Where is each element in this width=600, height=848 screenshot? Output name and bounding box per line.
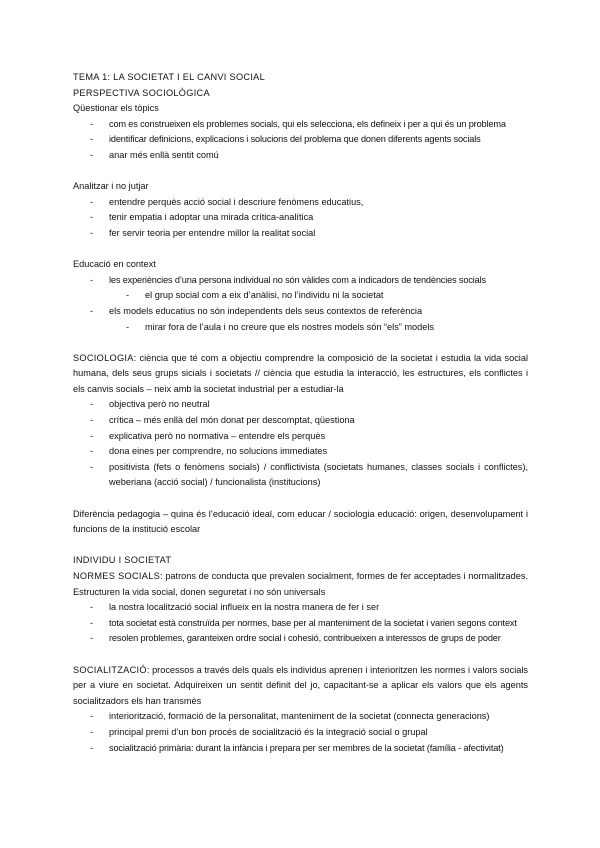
bullet-dash: - [90,134,94,145]
list-item: - tota societat està construïda per normes, base per al manteniment de la societat i varien segons context [73,616,528,632]
paragraph-diferencia: Diferència pedagogia – quina és l’educació ideal, com educar / sociologia educació: origen, desenvolupament i funcions de la institució escolar [73,508,528,535]
bullet-dash: - [90,149,94,160]
list-item: - les experiències d’una persona individual no són vàlides com a indicadors de tendències socials [73,273,528,289]
bullet-dash: - [90,602,94,613]
bullet-dash: - [90,461,94,472]
document-page [73,70,528,756]
bullet-dash: - [90,274,94,285]
section-heading-perspectiva: PERSPECTIVA SOCIOLÒGICA [73,87,210,98]
term-normes-socials: NORMES SOCIALS [73,571,161,581]
list-item: - tenir empatia i adoptar una mirada crítica-analítica [73,210,528,226]
bullet-dash: - [90,617,94,628]
bullet-dash: - [126,290,130,301]
list-item: - explicativa però no normativa – entendre els perquès [73,429,528,445]
section-heading-individu: INDIVIDU I SOCIETAT [73,555,172,566]
list-item: - crítica – més enllà del món donat per descomptat, qüestiona [73,413,528,429]
subheading-questionar: Qüestionar els tòpics [73,103,159,114]
sub-list-item: - mirar fora de l’aula i no creure que els nostres models són “els” models [73,320,528,336]
list-item: - la nostra localització social influeix en la nostra manera de fer i ser [73,600,528,616]
bullet-dash: - [90,633,94,644]
term-sociologia: SOCIOLOGIA [73,352,134,363]
list-item: - socialització primària: durant la infància i prepara per ser membres de la societat (família - afectivitat) [73,741,528,757]
bullet-dash: - [90,118,94,129]
sub-list-item: - el grup social com a eix d’anàlisi, no l’individu ni la societat [73,288,528,304]
list-item: - fer servir teoria per entendre millor la realitat social [73,226,528,242]
bullet-dash: - [90,305,94,316]
subheading-educacio: Educació en context [73,259,156,270]
list-item: - identificar definicions, explicacions i solucions del problema que donen diferents agents socials [73,132,528,148]
list-item: - com es construeixen els problemes socials, qui els selecciona, els defineix i per a qui és un problema [73,117,528,133]
list-item: - entendre perquès acció social i descriure fenòmens educatius, [73,195,528,211]
list-item: - interiorització, formació de la personalitat, manteniment de la societat (connecta generacions) [73,709,528,725]
paragraph-normes: NORMES SOCIALS: patrons de conducta que prevalen socialment, formes de fer acceptades i normalitzades. Estructuren la vida social, donen seguretat i no són universals [73,571,528,597]
bullet-dash: - [90,399,94,410]
subheading-analitzar: Analitzar i no jutjar [73,181,149,192]
list-item: - els models educatius no són independents dels seus contextos de referència [73,304,528,320]
paragraph-socialitzacio: SOCIALITZACIÓ: processos a través dels quals els individus aprenen i interioritzen les normes i valors socials per a viure en societat. Adquireixen un sentit definit del jo, capacitant-se a aplicar els valors que els agents socialitzadors els han transmès [73,664,528,706]
list-item: - anar més enllà sentit comú [73,148,528,164]
document-title: TEMA 1: LA SOCIETAT I EL CANVI SOCIAL [73,72,266,82]
bullet-dash: - [90,711,94,722]
bullet-dash: - [90,415,94,426]
list-item: - positivista (fets o fenòmens socials) / conflictivista (societats humanes, classes socials i conflictes), weberiana (acció social) / funcionalista (institucions) [90,461,528,488]
list-item: - resolen problemes, garanteixen ordre social i cohesió, contribueixen a interessos de grups de poder [73,631,528,647]
paragraph-sociologia: SOCIOLOGIA: ciència que té com a objectiu comprendre la composició de la societat i estudia la vida social humana, dels seus grups sicials i societats // ciència que estudia la interacció, les estructures, els conflictes i els canvis socials – neix amb la societat industrial per a estudiar-la [73,352,528,394]
bullet-dash: - [126,321,130,332]
list-item: - objectiva però no neutral [73,397,528,413]
list-item: - principal premi d’un bon procés de socialització és la integració social o grupal [73,725,528,741]
term-socialitzacio: SOCIALITZACIÓ [73,664,147,675]
bullet-dash: - [90,212,94,223]
list-item: - dona eines per comprendre, no solucions immediates [73,444,528,460]
bullet-dash: - [90,227,94,238]
bullet-dash: - [90,430,94,441]
bullet-dash: - [90,446,94,457]
bullet-dash: - [90,742,94,753]
bullet-dash: - [90,726,94,737]
bullet-dash: - [90,196,94,207]
